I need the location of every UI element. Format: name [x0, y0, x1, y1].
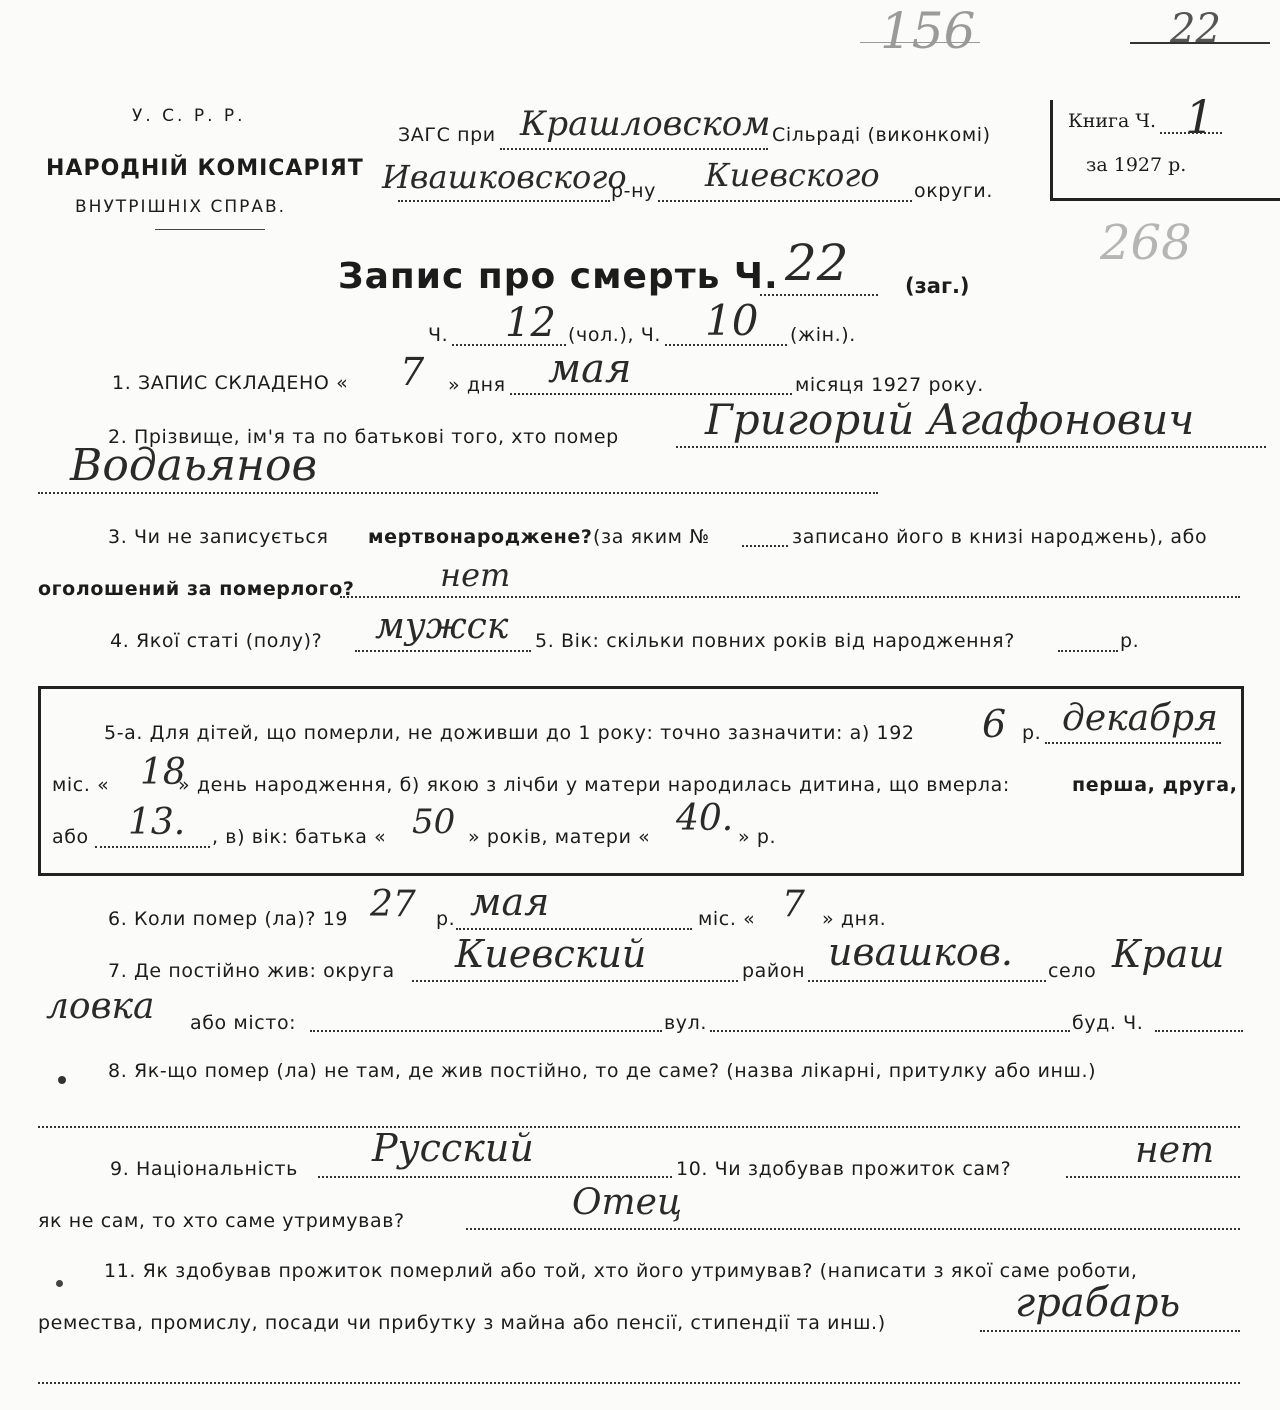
header-dept: ВНУТРІШНІХ СПРАВ.: [75, 197, 287, 217]
book-number: 1: [1185, 90, 1215, 144]
f7-raion: ивашков.: [828, 930, 1014, 974]
header-rule: [155, 229, 265, 230]
zags-raion-line: [398, 200, 610, 202]
f10-supporter: Отец: [572, 1182, 683, 1223]
record-title-suffix: (заг.): [905, 274, 970, 298]
f4-line: [355, 650, 531, 652]
f7-raion-line: [808, 980, 1046, 982]
f4-label: 4. Якої статі (полу)?: [110, 630, 323, 652]
f6-month: мая: [470, 880, 550, 924]
corner-number-2: 22: [1170, 6, 1221, 52]
f5a-line2a: міс. «: [52, 774, 110, 796]
f5-end: р.: [1120, 630, 1140, 652]
f6-b: р.: [436, 908, 456, 930]
f5-line: [1058, 650, 1118, 652]
count-female-line: [665, 344, 787, 346]
f7-okruha-line: [412, 980, 738, 982]
f7-city-label: або місто:: [190, 1012, 297, 1034]
count-female: 10: [705, 296, 759, 345]
f6-year: 27: [370, 884, 416, 925]
f6-month-line: [456, 928, 692, 930]
f1-label: 1. ЗАПИС СКЛАДЕНО «: [112, 372, 349, 394]
f3-line1b: мертвонароджене?: [368, 526, 593, 548]
f5-label: 5. Вік: скільки повних років від народження?: [535, 630, 1015, 652]
f5a-month: декабря: [1062, 698, 1218, 739]
f10-supporter-line: [466, 1228, 1240, 1230]
f9-line: [318, 1176, 672, 1178]
f9-label: 9. Національність: [110, 1158, 298, 1180]
zags-raion-value: Ивашковского: [382, 158, 627, 196]
record-title: Запис про смерть Ч.: [338, 256, 779, 297]
f5a-line3c: » років, матери «: [468, 826, 651, 848]
header-ussr: У. С. Р. Р.: [132, 106, 246, 126]
f6-day: 7: [782, 884, 805, 925]
zags-okruha-value: Киевского: [705, 156, 880, 194]
f10-line: [1066, 1176, 1240, 1178]
zags-okruha-line: [658, 200, 912, 202]
record-number-line: [760, 294, 878, 296]
corner-strike-1: [860, 42, 980, 43]
f5a-line1b: р.: [1022, 722, 1042, 744]
f11-label-2: ремества, промислу, посади чи прибутку з майна або пенсії, стипендії та инш.): [38, 1312, 886, 1334]
f3-answer: нет: [440, 556, 511, 594]
f11-label-1: 11. Як здобував прожиток померлий або той, хто його утримував? (написати з якої саме роботи,: [104, 1260, 1138, 1282]
corner-strike-2: [1130, 42, 1270, 44]
f5a-line3a: або: [52, 826, 89, 848]
f5a-line2c: перша, друга,: [1072, 774, 1238, 796]
f5a-order-line: [95, 846, 210, 848]
f7-street-label: вул.: [664, 1012, 708, 1034]
f5a-month-line: [1045, 742, 1221, 744]
f5a-order: 13.: [128, 802, 186, 843]
f10-value: нет: [1135, 1130, 1215, 1171]
count-ch-label: Ч.: [428, 324, 449, 346]
f7-city-line: [310, 1030, 662, 1032]
zags-suffix: Сільраді (виконкомі): [772, 124, 991, 146]
book-year: за 1927 р.: [1086, 154, 1187, 176]
count-male-label: (чол.), Ч.: [568, 324, 662, 346]
f3-answer-line: [340, 596, 1240, 598]
f6-label: 6. Коли помер (ла)? 19: [108, 908, 349, 930]
f5a-line3b: , в) вік: батька «: [212, 826, 387, 848]
f2-label: 2. Прізвище, ім'я та по батькові того, хто помер: [108, 426, 619, 448]
f2-surname: Водаьянов: [70, 440, 318, 491]
f11-line-1: [980, 1330, 1240, 1332]
f3-line1c: (за яким №: [593, 526, 710, 548]
zags-okruha-label: округи.: [914, 180, 993, 202]
f8-label: 8. Як-що помер (ла) не там, де жив постійно, то де саме? (назва лікарні, притулку або инш.): [108, 1060, 1097, 1082]
f5a-father-age: 50: [412, 802, 456, 842]
zags-raion-label: р-ну: [611, 180, 656, 202]
record-number: 22: [785, 234, 849, 292]
f5a-year-digit: 6: [982, 702, 1007, 746]
f2-name: Григорий Агафонович: [705, 395, 1195, 444]
f9-value: Русский: [372, 1126, 534, 1170]
header-ministry: НАРОДНІЙ КОМІСАРІЯТ: [46, 156, 364, 181]
f7-selo-2: ловка: [46, 986, 155, 1027]
f3-number-line: [742, 545, 788, 547]
f7-raion-label: район: [742, 960, 806, 982]
f7-house-line: [1155, 1030, 1243, 1032]
f5a-mother-age: 40.: [676, 798, 734, 839]
f5a-line2b: » день народження, б) якою з лічби у матери народилась дитина, що вмерла:: [178, 774, 1010, 796]
f6-c: міс. «: [698, 908, 756, 930]
book-label: Книга Ч.: [1068, 110, 1157, 132]
corner-number-1: 156: [880, 2, 976, 60]
f5a-day: 18: [140, 752, 186, 793]
f10-supporter-label: як не сам, то хто саме утримував?: [38, 1210, 405, 1232]
f2-surname-line: [38, 492, 878, 494]
f6-d: » дня.: [822, 908, 887, 930]
ink-spot-1: [58, 1076, 66, 1084]
f1-month: мая: [548, 346, 632, 392]
f7-house-label: буд. Ч.: [1072, 1012, 1144, 1034]
corner-number-3: 268: [1100, 215, 1192, 271]
f7-selo-label: село: [1048, 960, 1097, 982]
ink-spot-2: [56, 1280, 63, 1287]
zags-village-line: [500, 148, 768, 150]
f7-okruha: Киевский: [455, 932, 647, 976]
book-number-line: [1160, 132, 1222, 134]
f3-line1a: 3. Чи не записується: [108, 526, 329, 548]
f1-mid: » дня: [448, 374, 506, 396]
count-male: 12: [505, 300, 556, 346]
f1-end: місяця 1927 року.: [795, 374, 984, 396]
count-female-label: (жін.).: [790, 324, 856, 346]
f10-label: 10. Чи здобував прожиток сам?: [676, 1158, 1012, 1180]
f7-label: 7. Де постійно жив: округа: [108, 960, 395, 982]
f3-line1d: записано його в книзі народжень), або: [792, 526, 1208, 548]
f3-line2: оголошений за померлого?: [38, 578, 355, 600]
f7-selo-1: Краш: [1112, 932, 1225, 976]
f5a-line3d: » р.: [738, 826, 777, 848]
f4-value: мужск: [375, 606, 509, 647]
f7-street-line: [710, 1030, 1070, 1032]
zags-village-value: Крашловском: [520, 104, 771, 144]
f11-value: грабарь: [1015, 1280, 1181, 1326]
f2-name-line: [676, 446, 1266, 448]
f8-line: [38, 1126, 1240, 1128]
f1-day: 7: [400, 350, 425, 394]
f5a-line1: 5-а. Для дітей, що померли, не доживши до 1 року: точно зазначити: а) 192: [104, 722, 915, 744]
zags-prefix: ЗАГС при: [398, 124, 496, 146]
f11-line-2: [38, 1382, 1240, 1384]
